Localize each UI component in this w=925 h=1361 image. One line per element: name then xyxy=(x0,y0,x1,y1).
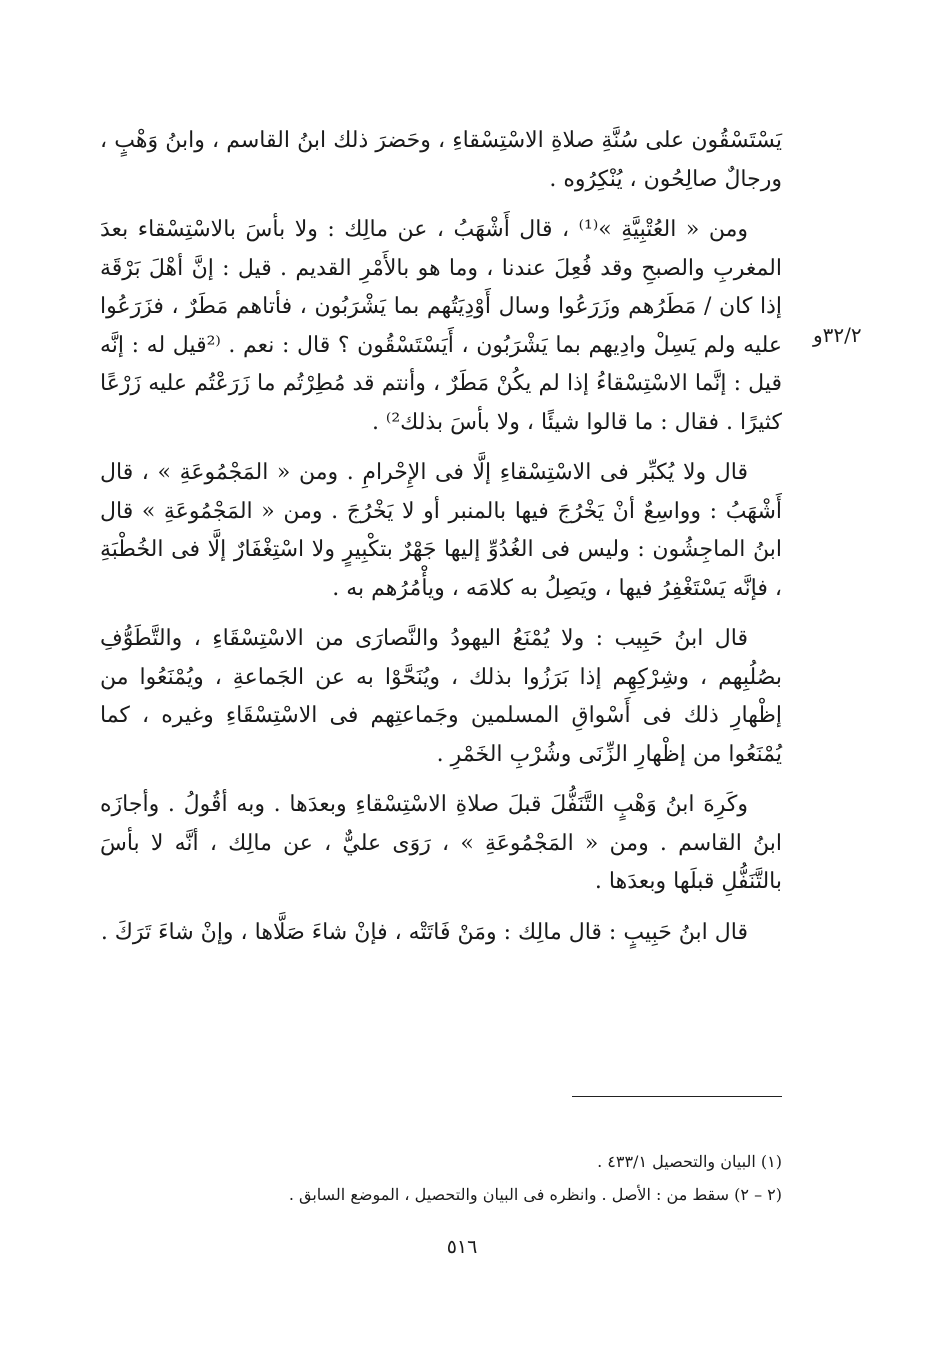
page-number: ٥١٦ xyxy=(446,1236,478,1258)
footnote-1: (١) البيان والتحصيل ٤٣٣/١ . xyxy=(597,1152,782,1171)
footnote-2: (٢ – ٢) سقط من : الأصل . وانظره فى البيان والتحصيل ، الموضع السابق . xyxy=(288,1185,782,1204)
paragraph-3: قال ولا يُكبِّر فى الاسْتِسْقاءِ إلَّا فى الإِحْرامِ . ومن « المَجْمُوعَةِ » ، قال أَشْهَبُ : وواسِعٌ أنْ يَخْرُجَ فيها بالمنبر أو لا يَخْرُجَ . ومن « المَجْمُوعَةِ » قال ابنُ الماجِشُون : وليس فى الغُدُوِّ إليها جَهْرٌ بتكْبِيرٍ ولا اسْتِغْفَارٌ إلَّا فى الخُطْبَةِ ، فإنَّه يَسْتَغْفِرُ فيها ، ويَصِلُ به كلامَه ، ويأْمُرُهم به . xyxy=(100,460,782,601)
paragraph-2: ومن « العُتْبِيَّةِ »⁽¹⁾ ، قال أَشْهَبُ ، عن مالِك : ولا بأسَ بالاسْتِسْقاء بعدَ المغربِ والصبحِ وقد فُعِلَ عندنا ، وما هو بالأَمْرِ القديم . قيل : إنَّ أهْلَ بَرْقَة إذا كان / مَطَرُهم وزَرَعُوا وسال أَوْدِيَتُهم بما يَشْرَبُون ، فأتاهم مَطَرٌ ، فزَرَعُوا عليه ولم يَسِلْ وادِيهم بما يَشْرَبُون ، أَيَسْتَسْقُون ؟ قال : نعم . ⁽²قيل له : إنَّه قيل : إنَّما الاسْتِسْقاءُ إذا لم يكُنْ مَطَرٌ ، وأنتم قد مُطِرْتُم ما زَرَعْتُم عليه زَرْعًا كثيرًا . فقال : ما قالوا شيئًا ، ولا بأسَ بذلك²⁾ . xyxy=(100,217,783,435)
footnote-separator xyxy=(572,1096,782,1097)
footnotes xyxy=(200,1145,782,1211)
paragraph-4: قال ابنُ حَبِيب : ولا يُمْنَعُ اليهودُ والنَّصارَى من الاسْتِسْقَاءِ ، والتَّطَوُّفِ بصُلُبِهم ، وشِرْكِهِم إذا بَرَزُوا بذلك ، ويُنَحَّوْا به عن الجَماعةِ ، ويُمْنَعُوا من إظْهارِ ذلك فى أَسْواقِ المسلمين وجَماعتِهم فى الاسْتِسْقَاءِ وغيره ، كما يُمْنَعُوا من إظْهارِ الزِّنَى وشُرْبِ الخَمْرِ . xyxy=(100,626,782,767)
paragraph-5: وكَرِهَ ابنُ وَهْبٍ التَّنَفُّلَ قبلَ صلاةِ الاسْتِسْقاءِ وبعدَها . وبه أقُولُ . وأجازَه ابنُ القاسم . ومن « المَجْمُوعَةِ » ، رَوَى عليٌّ ، عن مالِك ، أنَّه لا بأسَ بالتَّنَفُّلِ قبلَها وبعدَها . xyxy=(100,792,782,894)
main-text xyxy=(100,122,782,964)
paragraph-6: قال ابنُ حَبِيبٍ : قال مالِك : ومَنْ فَاتَتْه ، فإنْ شاءَ صَلَّاها ، وإنْ شاءَ تَرَكَ . xyxy=(100,919,748,945)
paragraph-1: يَسْتَسْقُون على سُنَّةِ صلاةِ الاسْتِسْقاءِ ، وحَضرَ ذلك ابنُ القاسم ، وابنُ وَهْبٍ ، ورجالٌ صالِحُون ، يُنْكِرُوه . xyxy=(100,128,782,192)
margin-folio-note: ٣٢/٢و xyxy=(813,323,862,347)
